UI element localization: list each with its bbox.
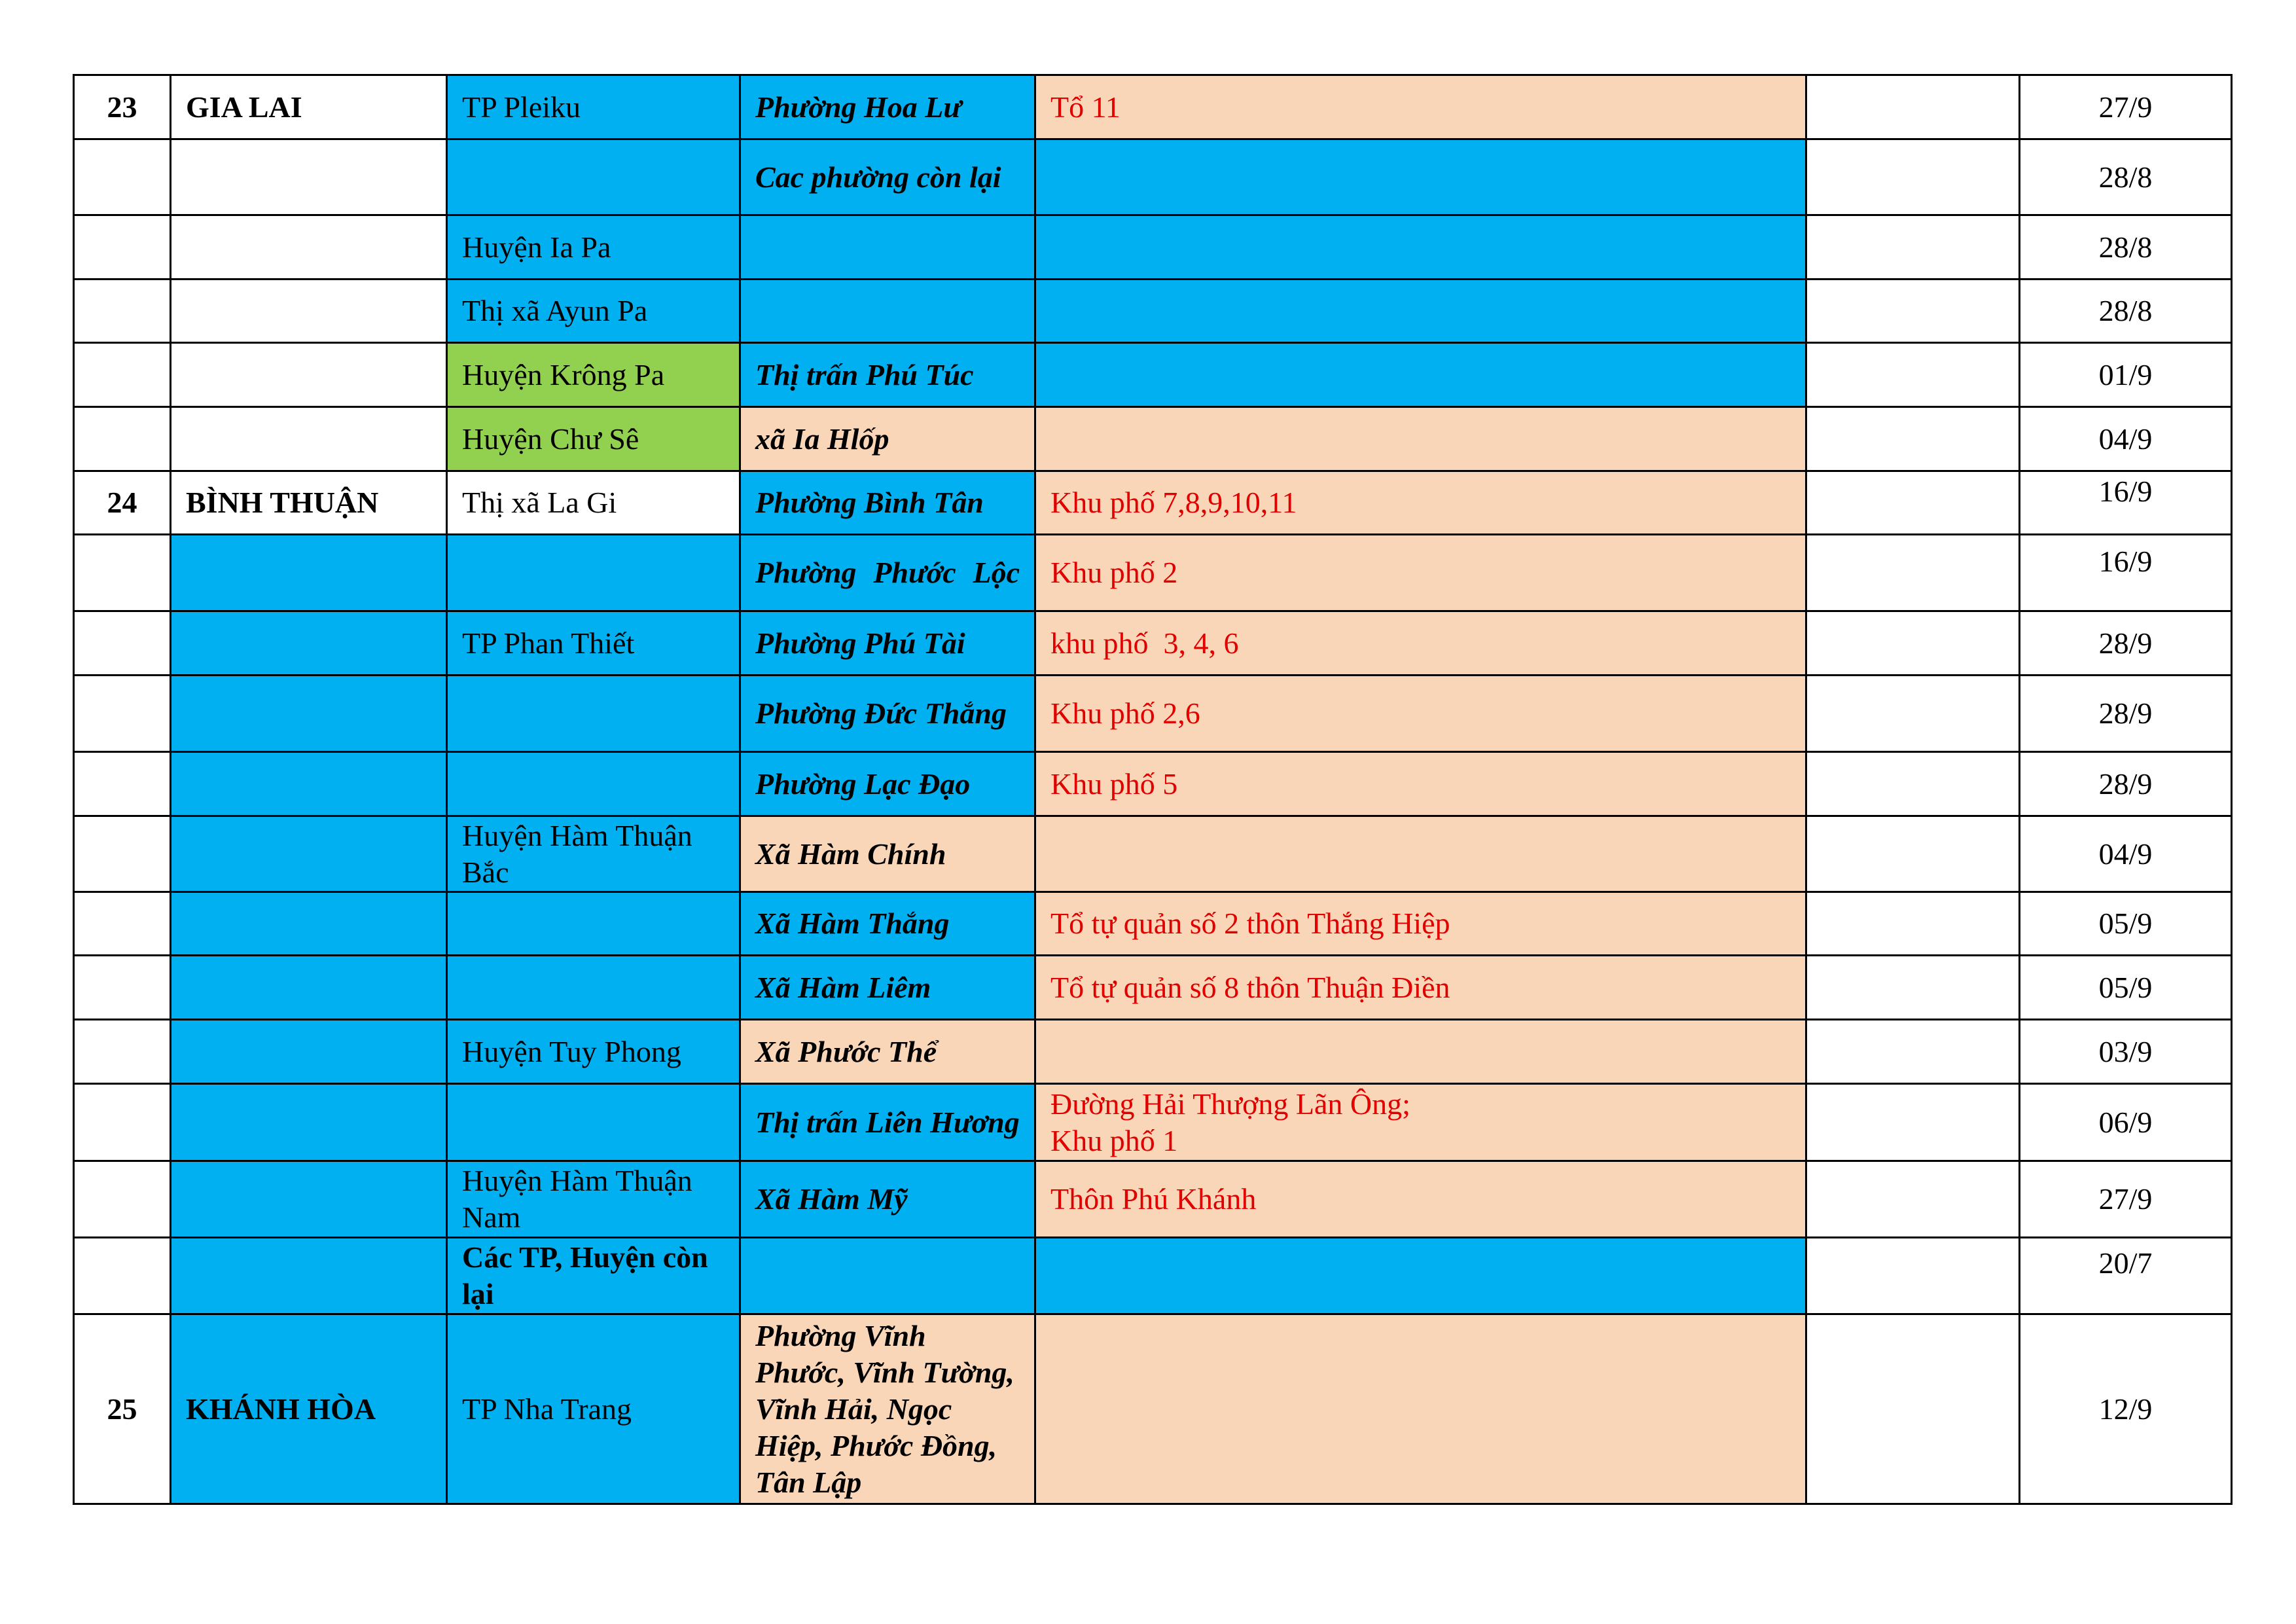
district-cell: Huyện Hàm Thuận Bắc — [447, 816, 740, 892]
stt-cell — [74, 1161, 171, 1238]
blank-cell — [1806, 471, 2020, 535]
province-cell — [171, 1238, 447, 1314]
date-cell: 28/8 — [2020, 215, 2232, 280]
details-cell — [1035, 1314, 1806, 1504]
date-cell: 06/9 — [2020, 1084, 2232, 1161]
details-cell: Khu phố 2 — [1035, 535, 1806, 611]
date-cell: 12/9 — [2020, 1314, 2232, 1504]
ward-cell: Phường Lạc Đạo — [740, 752, 1035, 816]
district-cell: Thị xã La Gi — [447, 471, 740, 535]
table-body — [74, 75, 2232, 1504]
data-table — [73, 74, 2233, 1505]
table-row — [74, 1161, 2232, 1238]
district-cell — [447, 1084, 740, 1161]
details-cell — [1035, 215, 1806, 280]
district-cell: Huyện Hàm Thuận Nam — [447, 1161, 740, 1238]
ward-cell: Xã Hàm Chính — [740, 816, 1035, 892]
stt-cell: 24 — [74, 471, 171, 535]
date-cell: 03/9 — [2020, 1020, 2232, 1084]
stt-cell — [74, 676, 171, 752]
district-cell: Các TP, Huyện còn lại — [447, 1238, 740, 1314]
district-cell — [447, 892, 740, 956]
blank-cell — [1806, 1314, 2020, 1504]
table-row — [74, 215, 2232, 280]
date-cell: 28/9 — [2020, 676, 2232, 752]
stt-cell: 25 — [74, 1314, 171, 1504]
stt-cell — [74, 1084, 171, 1161]
blank-cell — [1806, 1238, 2020, 1314]
district-cell — [447, 752, 740, 816]
table-row — [74, 1020, 2232, 1084]
date-cell: 20/7 — [2020, 1238, 2232, 1314]
table-row — [74, 1084, 2232, 1161]
ward-cell: Xã Hàm Liêm — [740, 956, 1035, 1020]
district-cell: TP Phan Thiết — [447, 611, 740, 676]
details-cell — [1035, 407, 1806, 471]
ward-cell: Phường Bình Tân — [740, 471, 1035, 535]
district-cell — [447, 676, 740, 752]
details-cell — [1035, 343, 1806, 407]
ward-cell: Phường Hoa Lư — [740, 75, 1035, 139]
blank-cell — [1806, 343, 2020, 407]
details-cell: Khu phố 5 — [1035, 752, 1806, 816]
province-cell — [171, 407, 447, 471]
stt-cell — [74, 407, 171, 471]
blank-cell — [1806, 611, 2020, 676]
ward-cell — [740, 215, 1035, 280]
province-cell — [171, 676, 447, 752]
ward-cell: xã Ia Hlốp — [740, 407, 1035, 471]
table-row — [74, 611, 2232, 676]
blank-cell — [1806, 956, 2020, 1020]
details-cell: Tổ tự quản số 2 thôn Thắng Hiệp — [1035, 892, 1806, 956]
ward-cell: Phường Phước Lộc — [740, 535, 1035, 611]
date-cell: 28/8 — [2020, 139, 2232, 215]
province-cell — [171, 535, 447, 611]
stt-cell — [74, 1238, 171, 1314]
date-cell: 05/9 — [2020, 956, 2232, 1020]
details-cell — [1035, 816, 1806, 892]
details-cell: Khu phố 2,6 — [1035, 676, 1806, 752]
province-cell — [171, 892, 447, 956]
table-row — [74, 471, 2232, 535]
blank-cell — [1806, 676, 2020, 752]
date-cell: 28/9 — [2020, 752, 2232, 816]
date-cell: 16/9 — [2020, 471, 2232, 535]
table-row — [74, 280, 2232, 343]
blank-cell — [1806, 535, 2020, 611]
district-cell: TP Nha Trang — [447, 1314, 740, 1504]
blank-cell — [1806, 1161, 2020, 1238]
table-row — [74, 139, 2232, 215]
table-row — [74, 752, 2232, 816]
province-cell — [171, 611, 447, 676]
province-cell: GIA LAI — [171, 75, 447, 139]
date-cell: 04/9 — [2020, 816, 2232, 892]
details-cell — [1035, 1238, 1806, 1314]
table-row — [74, 535, 2232, 611]
details-cell: Tổ tự quản số 8 thôn Thuận Điền — [1035, 956, 1806, 1020]
ward-cell: Thị trấn Liên Hương — [740, 1084, 1035, 1161]
table-row — [74, 1238, 2232, 1314]
stt-cell — [74, 535, 171, 611]
ward-cell: Phường Vĩnh Phước, Vĩnh Tường, Vĩnh Hải, Ngọc Hiệp, Phước Đồng, Tân Lập — [740, 1314, 1035, 1504]
district-cell — [447, 535, 740, 611]
stt-cell: 23 — [74, 75, 171, 139]
ward-cell — [740, 1238, 1035, 1314]
date-cell: 28/9 — [2020, 611, 2232, 676]
stt-cell — [74, 1020, 171, 1084]
details-cell: Tổ 11 — [1035, 75, 1806, 139]
blank-cell — [1806, 816, 2020, 892]
details-cell — [1035, 280, 1806, 343]
district-cell: Huyện Krông Pa — [447, 343, 740, 407]
date-cell: 27/9 — [2020, 1161, 2232, 1238]
table-row — [74, 956, 2232, 1020]
blank-cell — [1806, 1020, 2020, 1084]
date-cell: 27/9 — [2020, 75, 2232, 139]
date-cell: 16/9 — [2020, 535, 2232, 611]
details-cell: khu phố 3, 4, 6 — [1035, 611, 1806, 676]
table-row — [74, 892, 2232, 956]
details-cell — [1035, 1020, 1806, 1084]
blank-cell — [1806, 892, 2020, 956]
blank-cell — [1806, 407, 2020, 471]
province-cell — [171, 752, 447, 816]
province-cell — [171, 215, 447, 280]
table-row — [74, 407, 2232, 471]
details-cell: Đường Hải Thượng Lãn Ông; Khu phố 1 — [1035, 1084, 1806, 1161]
province-cell — [171, 1161, 447, 1238]
stt-cell — [74, 280, 171, 343]
date-cell: 04/9 — [2020, 407, 2232, 471]
province-cell — [171, 139, 447, 215]
stt-cell — [74, 611, 171, 676]
details-cell: Khu phố 7,8,9,10,11 — [1035, 471, 1806, 535]
stt-cell — [74, 752, 171, 816]
date-cell: 05/9 — [2020, 892, 2232, 956]
district-cell — [447, 139, 740, 215]
province-cell — [171, 1020, 447, 1084]
district-cell: Thị xã Ayun Pa — [447, 280, 740, 343]
province-cell — [171, 956, 447, 1020]
stt-cell — [74, 892, 171, 956]
stt-cell — [74, 956, 171, 1020]
blank-cell — [1806, 752, 2020, 816]
ward-cell: Xã Phước Thể — [740, 1020, 1035, 1084]
district-cell — [447, 956, 740, 1020]
date-cell: 01/9 — [2020, 343, 2232, 407]
province-cell — [171, 1084, 447, 1161]
table-row — [74, 75, 2232, 139]
details-cell: Thôn Phú Khánh — [1035, 1161, 1806, 1238]
table-row — [74, 676, 2232, 752]
details-cell — [1035, 139, 1806, 215]
stt-cell — [74, 215, 171, 280]
province-cell: KHÁNH HÒA — [171, 1314, 447, 1504]
province-cell: BÌNH THUẬN — [171, 471, 447, 535]
stt-cell — [74, 343, 171, 407]
district-cell: Huyện Tuy Phong — [447, 1020, 740, 1084]
ward-cell: Phường Phú Tài — [740, 611, 1035, 676]
district-cell: Huyện Chư Sê — [447, 407, 740, 471]
district-cell: Huyện Ia Pa — [447, 215, 740, 280]
blank-cell — [1806, 1084, 2020, 1161]
ward-cell: Thị trấn Phú Túc — [740, 343, 1035, 407]
province-cell — [171, 816, 447, 892]
table-row — [74, 1314, 2232, 1504]
blank-cell — [1806, 75, 2020, 139]
district-cell: TP Pleiku — [447, 75, 740, 139]
ward-cell: Xã Hàm Thắng — [740, 892, 1035, 956]
province-cell — [171, 280, 447, 343]
ward-cell — [740, 280, 1035, 343]
stt-cell — [74, 139, 171, 215]
blank-cell — [1806, 215, 2020, 280]
province-cell — [171, 343, 447, 407]
blank-cell — [1806, 280, 2020, 343]
ward-cell: Cac phường còn lại — [740, 139, 1035, 215]
blank-cell — [1806, 139, 2020, 215]
date-cell: 28/8 — [2020, 280, 2232, 343]
ward-cell: Xã Hàm Mỹ — [740, 1161, 1035, 1238]
table-row — [74, 816, 2232, 892]
ward-cell: Phường Đức Thắng — [740, 676, 1035, 752]
stt-cell — [74, 816, 171, 892]
table-row — [74, 343, 2232, 407]
